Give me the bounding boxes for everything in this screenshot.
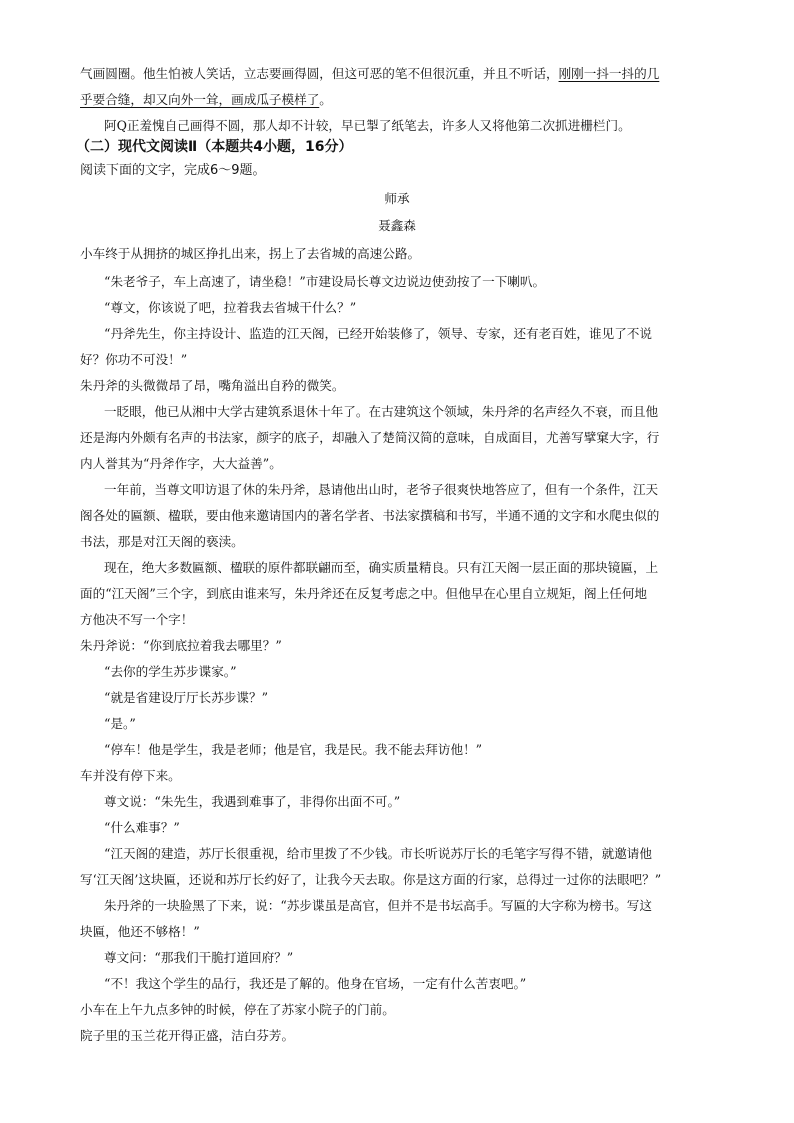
story-line: 阁各处的匾额、楹联，要由他来邀请国内的著名学者、书法家撰稿和书写，半通不通的文字和水爬虫似的 (80, 508, 660, 523)
story-line: 块匾，他还不够格！” (80, 924, 200, 939)
story-line: 书法，那是对江天阁的亵渎。 (80, 534, 244, 549)
text-span: 气画圆圈。他生怕被人笑话，立志要画得圆，但这可恶的笔不但很沉重，并且不听话， (80, 66, 559, 81)
story-line: 朱丹斧说：“你到底拉着我去哪里？” (80, 638, 282, 653)
story-author: 聂鑫森 (378, 218, 416, 233)
story-line: 面的“江天阁”三个字，到底由谁来写，朱丹斧还在反复考虑之中。但他早在心里自立规矩，阁上任何地 (80, 586, 648, 601)
story-line: 院子里的玉兰花开得正盛，洁白芬芳。 (80, 1028, 295, 1043)
story-line: “是。” (104, 716, 136, 731)
story-line: 好？你功不可没！” (80, 352, 188, 367)
story-line: “就是省建设厅厅长苏步谍？” (104, 690, 269, 705)
story-line: 小车在上午九点多钟的时候，停在了苏家小院子的门前。 (80, 1002, 395, 1017)
underlined-text: 刚刚一抖一抖的几 (558, 66, 660, 81)
story-title: 师承 (384, 191, 410, 206)
story-line: “朱老爷子，车上高速了，请坐稳！”市建设局长尊文边说边使劲按了一下喇叭。 (104, 274, 546, 289)
story-line: 写‘江天阁’这块匾，还说和苏厅长约好了，让我今天去取。你是这方面的行家，总得过一过你的法眼吧？” (80, 872, 662, 887)
story-line: “丹斧先生，你主持设计、监造的江天阁，已经开始装修了，领导、专家，还有老百姓，谁见了不说 (104, 326, 652, 341)
paragraph-line (80, 86, 720, 114)
story-line: 朱丹斧的头微微昂了昂，嘴角溢出自矜的微笑。 (80, 378, 345, 393)
story-line: “不！我这个学生的品行，我还是了解的。他身在官场，一定有什么苦衷吧。” (104, 976, 527, 991)
story-line: “什么难事？” (104, 820, 180, 835)
underlined-text: 乎要合缝，却又向外一耸，画成瓜子模样了 (80, 92, 320, 107)
story-line: 还是海内外颇有名声的书法家，颜字的底子，却融入了楚简汉简的意味，自成面目，尤善写擘窠大字，行 (80, 430, 660, 445)
text-span: 。 (319, 92, 332, 107)
story-line: 车并没有停下来。 (80, 768, 181, 783)
section-instruction: 阅读下面的文字，完成6～9题。 (80, 163, 266, 178)
story-line: 尊文说：“朱先生，我遇到难事了，非得你出面不可。” (104, 794, 401, 809)
story-line: 一眨眼，他已从湘中大学古建筑系退休十年了。在古建筑这个领域，朱丹斧的名声经久不衰，而且他 (104, 404, 659, 419)
story-line: 朱丹斧的一块脸黑了下来，说：“苏步谍虽是高官，但并不是书坛高手。写匾的大字称为榜书。写这 (104, 898, 652, 913)
story-line: “尊文，你该说了吧，拉着我去省城干什么？” (104, 300, 357, 315)
section-heading: （二）现代文阅读Ⅱ（本题共4小题，16分） (76, 139, 353, 155)
story-line: 尊文问：“那我们干脆打道回府？” (104, 950, 294, 965)
story-line: 现在，绝大多数匾额、楹联的原件都联翩而至，确实质量精良。只有江天阁一层正面的那块镜匾，上 (104, 560, 659, 575)
paragraph-line: 阿Q正羞愧自己画得不圆，那人却不计较，早已掣了纸笔去，许多人又将他第二次抓进栅栏门。 (104, 118, 631, 133)
story-line: “去你的学生苏步谍家。” (104, 664, 237, 679)
paragraph-line (80, 60, 720, 88)
story-line: “江天阁的建造，苏厅长很重视，给市里拨了不少钱。市长听说苏厅长的毛笔字写得不错，就邀请他 (104, 846, 652, 861)
story-line: “停车！他是学生，我是老师；他是官，我是民。我不能去拜访他！” (104, 742, 483, 757)
story-line: 内人誉其为“丹斧作字，大大益善”。 (80, 456, 282, 471)
story-line: 一年前，当尊文叩访退了休的朱丹斧，恳请他出山时，老爷子很爽快地答应了，但有一个条件，江天 (104, 482, 659, 497)
story-line: 小车终于从拥挤的城区挣扎出来，拐上了去省城的高速公路。 (80, 246, 421, 261)
story-line: 方他决不写一个字！ (80, 612, 194, 627)
